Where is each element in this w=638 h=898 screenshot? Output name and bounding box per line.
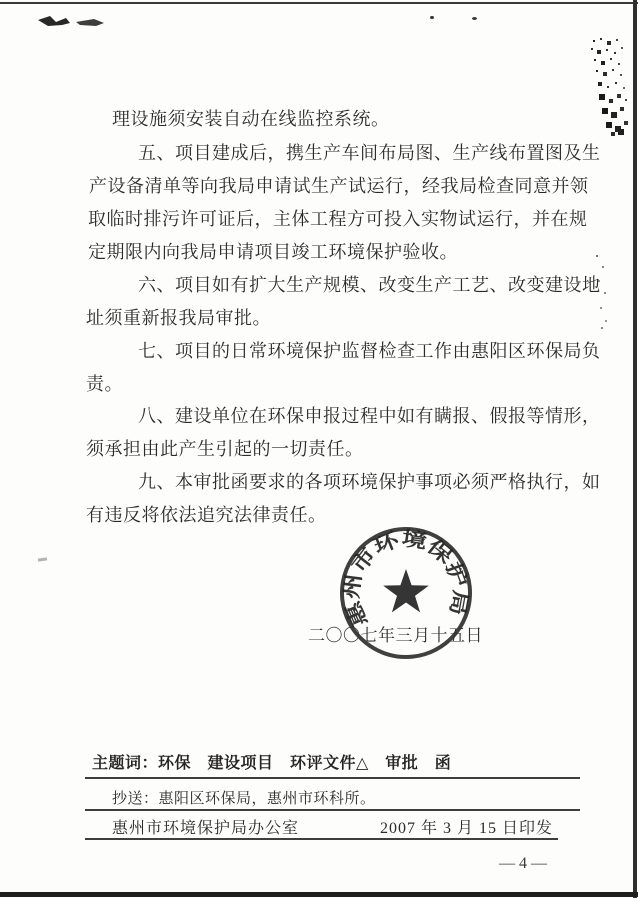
body-line: 定期限内向我局申请项目竣工环境保护验收。 <box>88 242 458 262</box>
print-date: 2007 年 3 月 15 日印发 <box>380 820 554 837</box>
scan-dot-artifact <box>472 17 477 20</box>
seal-star-icon <box>383 569 429 612</box>
keywords-row: 主题词：环保 建设项目 环评文件△ 审批 函 <box>92 755 452 772</box>
separator-line <box>85 777 580 779</box>
body-line: 有违反将依法追究法律责任。 <box>86 505 327 525</box>
scan-noise-cluster <box>590 38 592 40</box>
body-line: 须承担由此产生引起的一切责任。 <box>86 439 364 459</box>
separator-line <box>85 809 580 811</box>
body-line: 五、项目建成后，携生产车间布局图、生产线布置图及生 <box>138 143 601 163</box>
scan-border-top <box>0 2 638 4</box>
body-line: 理设施须安装自动在线监控系统。 <box>112 109 390 129</box>
scan-border-bottom <box>0 892 638 897</box>
body-line: 址须重新报我局审批。 <box>86 308 271 328</box>
scan-border-right <box>633 0 637 898</box>
body-line: 七、项目的日常环境保护监督检查工作由惠阳区环保局负 <box>138 341 601 361</box>
scan-speck-artifact <box>38 557 47 561</box>
scan-noise-cluster <box>594 252 596 254</box>
body-line: 产设备清单等向我局申请试生产试运行，经我局检查同意并领 <box>89 176 589 196</box>
scan-smudge-artifact <box>36 13 116 31</box>
body-line: 九、本审批函要求的各项环境保护事项必须严格执行，如 <box>138 472 601 492</box>
scan-dot-artifact <box>430 16 434 19</box>
seal-org-text: 惠州市环境保护局 <box>340 527 472 630</box>
body-line: 责。 <box>86 374 123 394</box>
issue-date: 二〇〇七年三月十五日 <box>308 626 483 645</box>
body-line: 八、建设单位在环保申报过程中如有瞒报、假报等情形， <box>138 406 601 426</box>
body-line: 取临时排污许可证后，主体工程方可投入实物试运行，并在规 <box>88 209 588 229</box>
separator-line <box>85 838 558 840</box>
page-number: — 4 — <box>499 855 547 872</box>
issuing-office: 惠州市环境保护局办公室 <box>112 820 300 837</box>
cc-row: 抄送：惠阳区环保局，惠州市环科所。 <box>112 791 376 807</box>
body-line: 六、项目如有扩大生产规模、改变生产工艺、改变建设地 <box>138 275 601 295</box>
